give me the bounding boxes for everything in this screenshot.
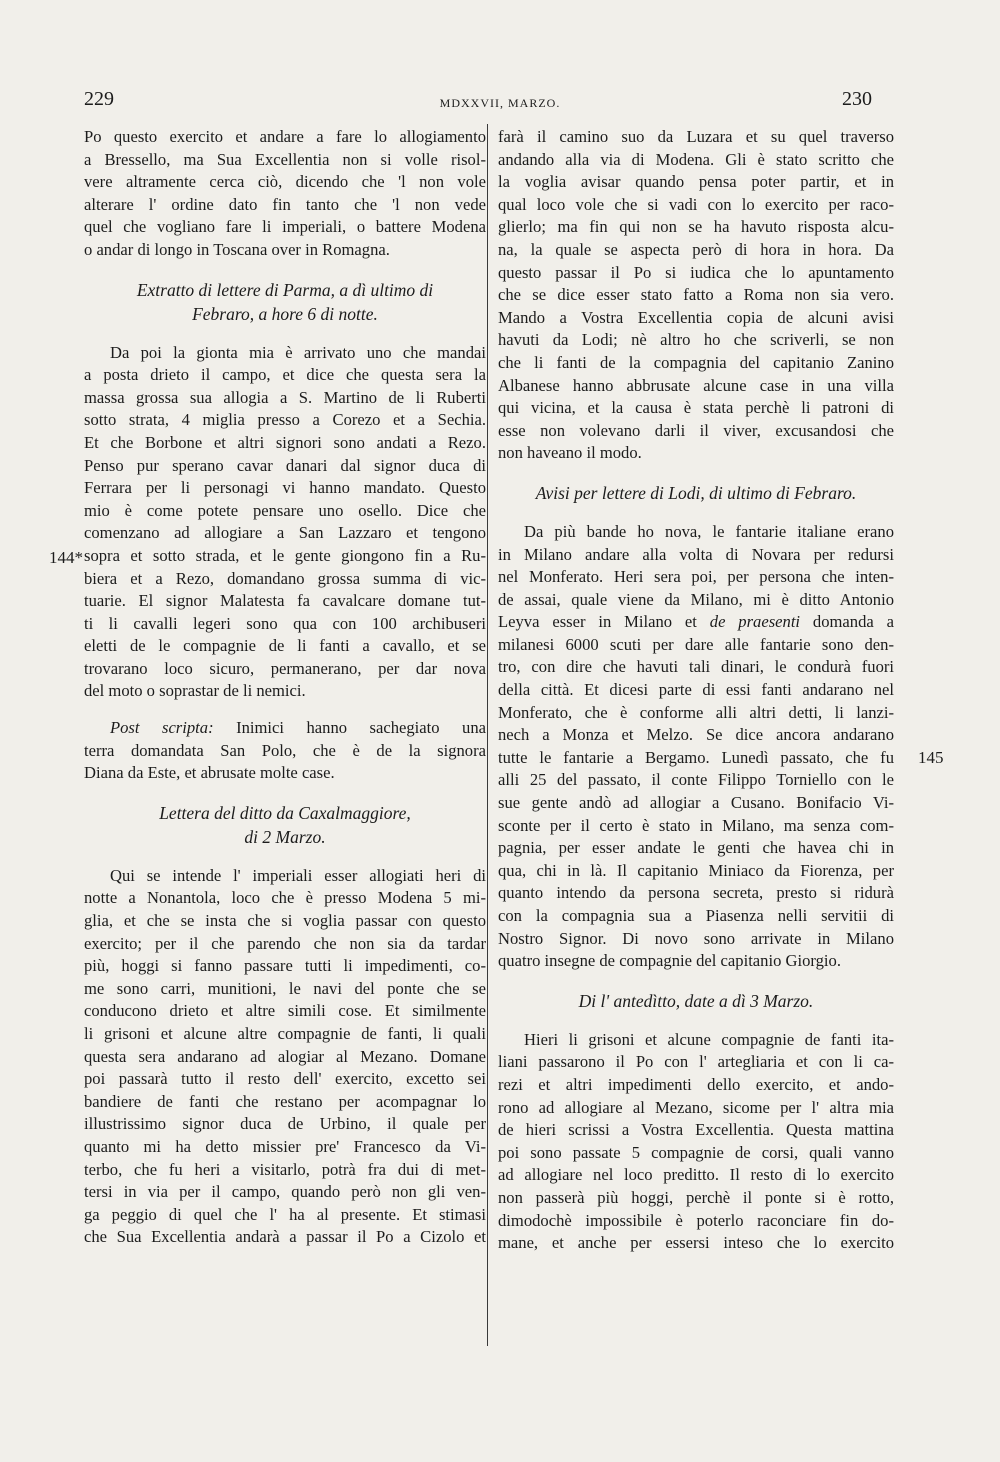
page-number-left: 229 xyxy=(84,88,114,110)
paragraph xyxy=(84,865,486,1249)
text-line xyxy=(84,717,486,740)
text-line: poi sono passate 5 compagnie de corsi, quali vanno xyxy=(498,1142,894,1162)
text-line: de hieri scrissi a Vostra Excellentia. Questa mattina xyxy=(498,1120,894,1140)
text-line: non haveano il modo. xyxy=(498,443,642,463)
text-line: exercito; per il che parendo che non sia da tardar xyxy=(84,933,486,953)
paragraph xyxy=(498,1029,894,1255)
paragraph xyxy=(498,521,894,973)
margin-note-right: 145 xyxy=(918,748,944,767)
text-line xyxy=(498,611,894,634)
text-line: sotto strata, 4 miglia presso a Corezo et a Sechia. xyxy=(84,410,486,430)
text-line: trovarano loco sicuro, permanerano, per dar nova xyxy=(84,658,486,678)
text-line: pagnia, per esser andate le genti che havea chi in xyxy=(498,838,894,858)
heading-line: Lettera del ditto da Caxalmaggiore, xyxy=(159,802,411,823)
text-line: Da più bande ho nova, le fantarie italiane erano xyxy=(524,521,894,541)
text-line: conducono drieto et altre simili cose. Et similmente xyxy=(84,1001,486,1021)
text-line: del moto o soprastar de li nemici. xyxy=(84,681,306,701)
text-line: dimodochè impossibile è poterlo raconciare fin do- xyxy=(498,1210,894,1230)
heading-line: Extratto di lettere di Parma, a dì ultimo di xyxy=(136,279,434,300)
text-line: quanto mi ha detto missier pre' Francesco da Vi- xyxy=(84,1136,486,1156)
text-line: terra domandata San Polo, che è de la signora xyxy=(84,740,486,760)
running-title: MDXXVII, MARZO. xyxy=(439,96,561,110)
text-fragment: Inimici hanno sachegiato una xyxy=(213,718,486,738)
text-line: con la compagnia sua a Piasenza nelli servitii di xyxy=(498,906,894,925)
text-fragment: Leyva esser in Milano et xyxy=(498,612,710,632)
text-line: o andar di longo in Toscana over in Romagna. xyxy=(84,239,390,259)
text-line: Nostro Signor. Di novo sono arrivate in Milano xyxy=(498,928,894,948)
text-line: rono ad allogiare al Mezano, sicome per l' altra mia xyxy=(498,1097,894,1117)
text-line: Ferrara per li personagi vi hanno mandato. Questo xyxy=(84,478,486,498)
heading-line: Di l' antedìtto, date a dì 3 Marzo. xyxy=(578,990,814,1011)
text-line: Po questo exercito et andare a fare lo allogiamento xyxy=(84,127,486,146)
text-line: che li fanti de la compagnia del capitanio Zanino xyxy=(498,352,894,372)
text-line: a Bressello, ma Sua Excellentia non si volle risol- xyxy=(84,149,486,169)
text-line: massa grossa sua allogia a S. Martino de li Ruberti xyxy=(84,387,486,407)
text-line: vere altramente cerca ciò, dicendo che 'l non vole xyxy=(84,172,486,192)
text-line: qua, chi in là. Il capitanio Miniaco da Fiorenza, per xyxy=(498,860,894,880)
text-line: Et che Borbone et altri signori sono andati a Rezo. xyxy=(84,432,486,452)
text-line: Qui se intende l' imperiali esser allogiati heri di xyxy=(110,865,486,885)
text-line: quanto intendo da persona secreta, presto si ridurà xyxy=(498,883,894,903)
text-line: de assai, quale viene da Milano, mi è ditto Antonio xyxy=(498,589,894,609)
text-line: ad allogiare nel loco preditto. Il resto di lo exercito xyxy=(498,1165,894,1185)
text-line: esse non volevano darli il viver, excusandosi che xyxy=(498,420,894,440)
text-line: nech a Monza et Melzo. Se dice ancora andarano xyxy=(498,725,894,745)
text-line: glierlo; ma fin qui non se ha havuto risposta alcu- xyxy=(498,217,894,237)
margin-note-left: 144* xyxy=(49,548,83,567)
text-line: liani passarono il Po con l' artegliaria et con li ca- xyxy=(498,1052,894,1072)
text-line: ti li cavalli legeri sono qua con 100 archibuseri xyxy=(84,613,486,633)
page-number-right: 230 xyxy=(842,88,872,110)
text-line: illustrissimo signor duca de Urbino, il quale per xyxy=(84,1114,486,1134)
text-line: ga peggio di quel che l' ha al presente. Et stimasi xyxy=(84,1204,486,1224)
text-line: tersi in via per il campo, quando però non gli ven- xyxy=(84,1182,486,1202)
text-line: Diana da Este, et abrusate molte case. xyxy=(84,763,335,783)
text-line: mio è come potete pensare uno osello. Dice che xyxy=(84,500,486,520)
text-line: mane, et anche per essersi inteso che lo exercito xyxy=(498,1233,894,1253)
text-line: milanesi 6000 scuti per dare alle fantarie sono den- xyxy=(498,634,894,654)
text-line: Albanese hanno abbrusate alcune case in una villa xyxy=(498,375,894,395)
section-heading xyxy=(498,989,894,1013)
text-line: comenzano ad allogiare a San Lazzaro et tengono xyxy=(84,523,486,543)
text-line: tro, con dire che havuti tali dinari, le condurà fuori xyxy=(498,657,894,677)
text-line: nel Monferato. Heri sera poi, per persona che inten- xyxy=(498,567,894,587)
text-line: Da poi la gionta mia è arrivato uno che mandai xyxy=(110,342,486,362)
heading-line: di 2 Marzo. xyxy=(244,826,326,847)
text-fragment: domanda a xyxy=(800,612,894,632)
post-scripta-label: Post scripta: xyxy=(110,718,214,738)
text-line: Monferato, che è conforme alli altri detti, li lanzi- xyxy=(498,702,894,722)
paragraph xyxy=(84,342,486,704)
text-line: in Milano andare alla volta di Novara per redursi xyxy=(498,544,894,564)
text-line: qual loco vole che si vadi con lo exercito per raco- xyxy=(498,194,894,214)
text-line: quatro insegne de compagnie del capitanio Giorgio. xyxy=(498,951,841,971)
text-line: andando alla via di Modena. Gli è stato scritto che xyxy=(498,149,894,169)
text-line: questo passar il Po si iudica che lo apuntamento xyxy=(498,262,894,282)
text-line: Penso pur sperano cavar danari dal signor duca di xyxy=(84,455,486,475)
text-line: qui vicina, et la causa è stata perchè li patroni di xyxy=(498,398,894,418)
text-line: alterare l' ordine dato fin tanto che 'l non vede xyxy=(84,194,486,214)
text-line: glia, et che se insta che si voglia passar con questo xyxy=(84,911,486,931)
text-line: che se dice esser stato fatto a Roma non sia vero. xyxy=(498,285,894,305)
text-line: la voglia avisar quando pensa poter partir, et in xyxy=(498,172,894,192)
text-line: eletti de le compagnie de li fanti a cavallo, et se xyxy=(84,636,486,656)
text-line: tuarie. El signor Malatesta fa cavalcare domane tut- xyxy=(84,591,486,611)
text-line: poi passarà tutto il resto dell' exercito, excetto sei xyxy=(84,1069,486,1089)
text-line: a posta drieto il campo, et dice che questa sera la xyxy=(84,365,486,385)
text-line: bandiere de fanti che restano per acompagnar lo xyxy=(84,1091,486,1111)
text-line: sue gente andò ad allogiar a Cusano. Bonifacio Vi- xyxy=(498,793,894,813)
text-line: farà il camino suo da Luzara et su quel traverso xyxy=(498,127,894,146)
text-line: quel che vogliano fare li imperiali, o battere Modena xyxy=(84,217,486,237)
left-column xyxy=(84,126,486,1249)
text-line: più, hoggi si fanno passare tutti li impedimenti, co- xyxy=(84,956,486,976)
section-heading xyxy=(84,278,486,326)
paragraph xyxy=(84,717,486,785)
heading-line: Febraro, a hore 6 di notte. xyxy=(192,303,378,324)
text-line: non passerà più hoggi, perchè il ponte si è rotto, xyxy=(498,1187,894,1207)
text-line: terbo, che fu heri a visitarlo, potrà fra dui di met- xyxy=(84,1159,486,1179)
text-line: alli 25 del passato, il conte Filippo Torniello con le xyxy=(498,770,894,790)
text-line: sopra et sotto strada, et le gente giongono fin a Ru- xyxy=(84,545,486,565)
text-line: rezi et altri impedimenti dello exercito, et ando- xyxy=(498,1074,894,1094)
text-line: questa sera andarano ad alogiar al Mezano. Domane xyxy=(84,1046,486,1066)
text-line: havuti da Lodi; nè altro ho che scriverli, se non xyxy=(498,330,894,350)
text-line: li grisoni et alcune altre compagnie de fanti, li quali xyxy=(84,1024,486,1043)
paragraph xyxy=(84,126,486,262)
text-line: biera et a Rezo, domandano grossa summa di vic- xyxy=(84,568,486,588)
text-line: sconte per il certo è stato in Milano, ma senza com- xyxy=(498,815,894,835)
text-line: me sono carri, munitioni, le navi del ponte che se xyxy=(84,978,486,998)
text-line: che Sua Excellentia andarà a passar il Po a Cizolo et xyxy=(84,1227,486,1247)
latin-phrase: de praesenti xyxy=(709,612,801,632)
text-line: Mando a Vostra Excellentia copia de alcuni avisi xyxy=(498,307,894,327)
column-divider xyxy=(487,124,488,1346)
text-line: na, la quale se aspecta però di hora in hora. Da xyxy=(498,239,894,259)
right-column xyxy=(498,126,894,1255)
heading-line: Avisi per lettere di Lodi, di ultimo di Febraro. xyxy=(535,482,857,503)
paragraph xyxy=(498,126,894,465)
section-heading xyxy=(498,481,894,505)
text-line: tutte le fantarie a Bergamo. Lunedì passato, che fu xyxy=(498,747,894,767)
text-line: notte a Nonantola, loco che è presso Modena 5 mi- xyxy=(84,888,486,908)
text-line: Hieri li grisoni et alcune compagnie de fanti ita- xyxy=(524,1029,894,1049)
text-line: della città. Et dicesi parte di essi fanti andarano nel xyxy=(498,680,894,700)
section-heading xyxy=(84,801,486,849)
